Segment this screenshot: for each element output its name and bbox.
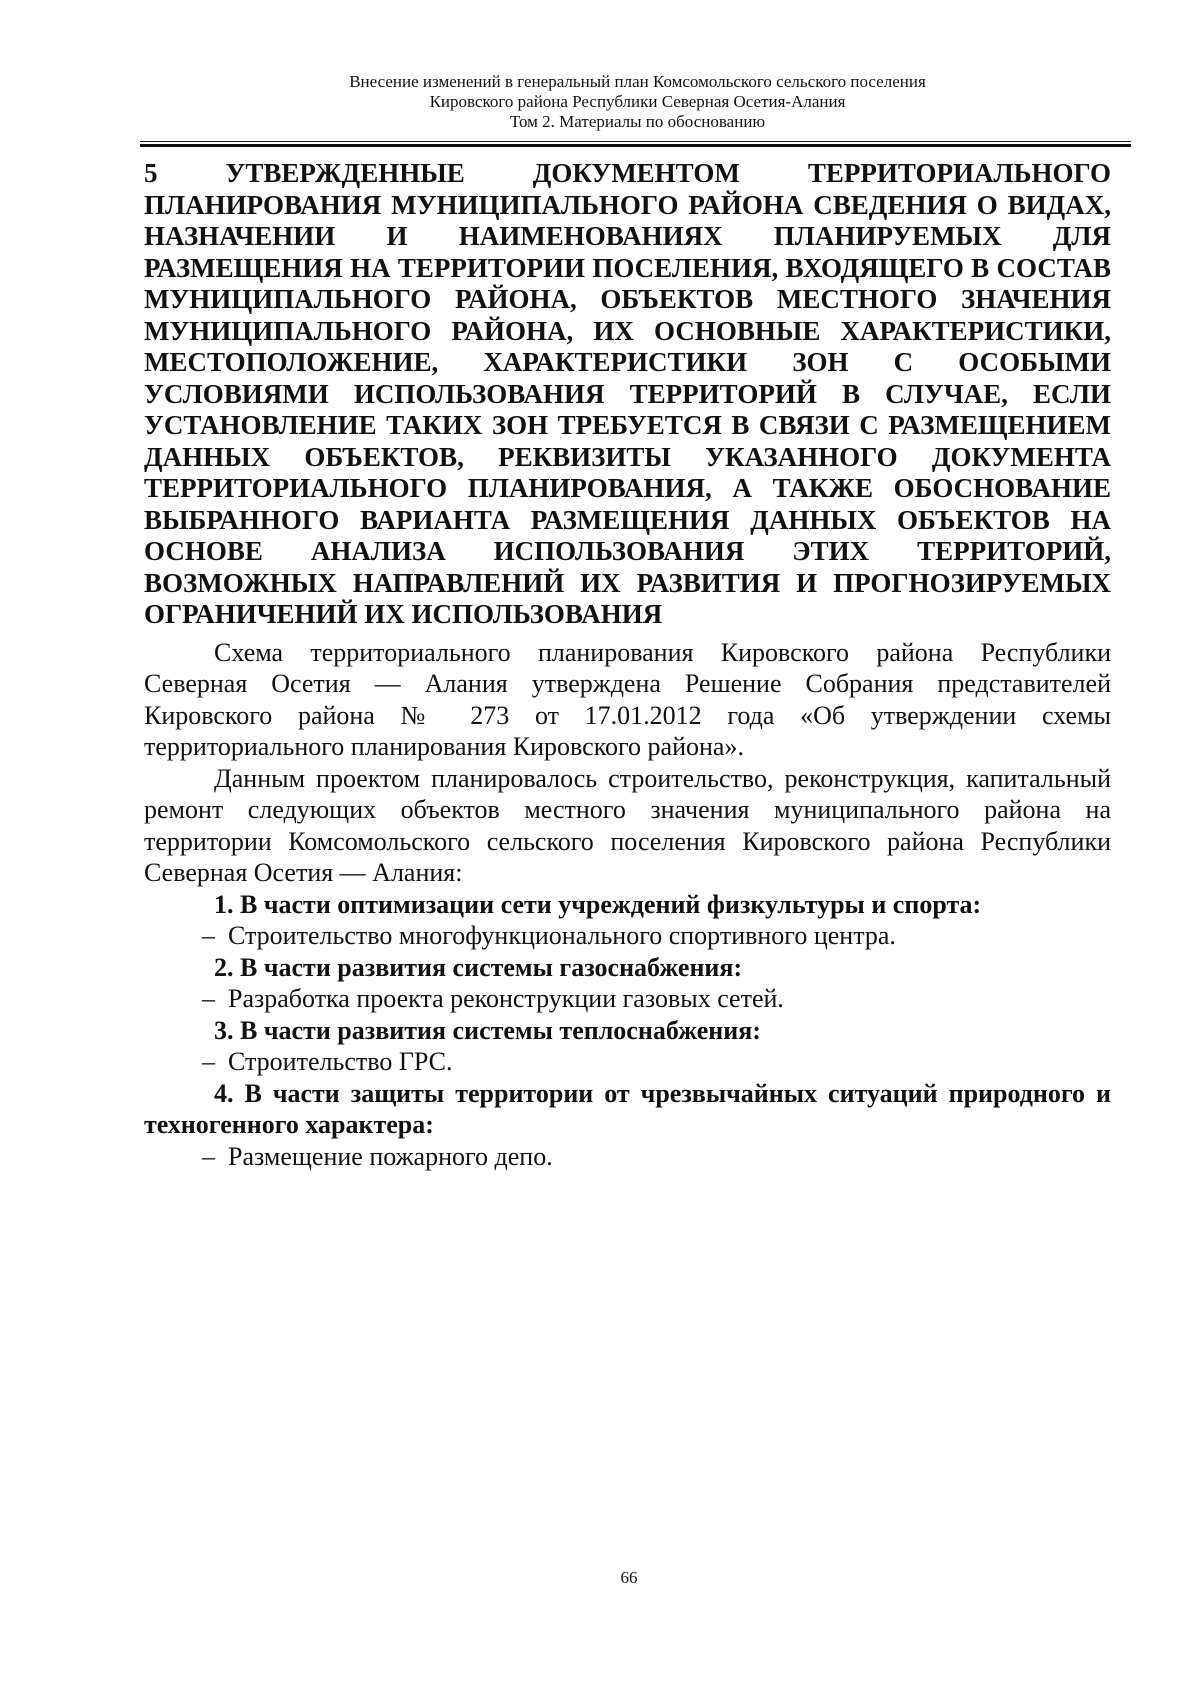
section-heading: 5 УТВЕРЖДЕННЫЕ ДОКУМЕНТОМ ТЕРРИТОРИАЛЬНОГО ПЛАНИРОВАНИЯ МУНИЦИПАЛЬНОГО РАЙОНА СВЕДЕНИЯ О ВИДАХ, НАЗНАЧЕНИИ И НАИМЕНОВАНИЯХ ПЛАНИРУЕМЫХ ДЛЯ РАЗМЕЩЕНИЯ НА ТЕРРИТОРИИ ПОСЕЛЕНИЯ, ВХОДЯЩЕГО В СОСТАВ МУНИЦИПАЛЬНОГО РАЙОНА, ОБЪЕКТОВ МЕСТНОГО ЗНАЧЕНИЯ МУНИЦИПАЛЬНОГО РАЙОНА, ИХ ОСНОВНЫЕ ХАРАКТЕРИСТИКИ, МЕСТОПОЛОЖЕНИЕ, ХАРАКТЕРИСТИКИ ЗОН С ОСОБЫМИ УСЛОВИЯМИ ИСПОЛЬЗОВАНИЯ ТЕРРИТОРИЙ В СЛУЧАЕ, ЕСЛИ УСТАНОВЛЕНИЕ ТАКИХ ЗОН ТРЕБУЕТСЯ В СВЯЗИ С РАЗМЕЩЕНИЕМ ДАННЫХ ОБЪЕКТОВ, РЕКВИЗИТЫ УКАЗАННОГО ДОКУМЕНТА ТЕРРИТОРИАЛЬНОГО ПЛАНИРОВАНИЯ, А ТАКЖЕ ОБОСНОВАНИЕ ВЫБРАННОГО ВАРИАНТА РАЗМЕЩЕНИЯ ДАННЫХ ОБЪЕКТОВ НА ОСНОВЕ АНАЛИЗА ИСПОЛЬЗОВАНИЯ ЭТИХ ТЕРРИТОРИЙ, ВОЗМОЖНЫХ НАПРАВЛЕНИЙ ИХ РАЗВИТИЯ И ПРОГНОЗИРУЕМЫХ ОГРАНИЧЕНИЙ ИХ ИСПОЛЬЗОВАНИЯ: [144, 158, 1111, 629]
bullet-dash: –: [202, 1047, 215, 1076]
list-item-text: Размещение пожарного депо.: [228, 1141, 553, 1171]
group-title-1: 1. В части оптимизации сети учреждений физкультуры и спорта:: [214, 889, 982, 919]
header-line-1: Внесение изменений в генеральный план Комсомольского сельского поселения: [349, 72, 926, 91]
list-item-text: Строительство многофункционального спортивного центра.: [228, 921, 896, 950]
bullet-dash: –: [202, 984, 215, 1013]
list-item-text: Разработка проекта реконструкции газовых сетей.: [228, 984, 784, 1013]
bullet-dash: –: [202, 1141, 215, 1171]
group-title-4: 4. В части защиты территории от чрезвычайных ситуаций природного и техногенного характера:: [144, 1078, 1111, 1139]
header-line-3: Том 2. Материалы по обоснованию: [509, 112, 766, 131]
running-header: [144, 72, 1131, 132]
page-body: [144, 158, 1111, 1172]
list-item-text: Строительство ГРС.: [228, 1047, 453, 1076]
list-item: [144, 1141, 1111, 1173]
list-item: [144, 920, 1111, 952]
list-item: [144, 1046, 1111, 1078]
group-title-3: 3. В части развития системы теплоснабжения:: [214, 1015, 761, 1045]
header-double-rule: [140, 141, 1131, 147]
paragraph-2: Данным проектом планировалось строительство, реконструкция, капитальный ремонт следующих объектов местного значения муниципального района на территории Комсомольского сельского поселения Кировского района Республики Северная Осетия — Алания:: [144, 763, 1111, 887]
group-title-2: 2. В части развития системы газоснабжения:: [214, 952, 743, 982]
page-number: 66: [620, 1568, 638, 1587]
paragraph-1: Схема территориального планирования Кировского района Республики Северная Осетия — Алания утверждена Решение Собрания представителей Кировского района № 273 от 17.01.2012 года «Об утверждении схемы территориального планирования Кировского района».: [144, 637, 1111, 761]
header-line-2: Кировского района Республики Северная Осетия-Алания: [429, 92, 846, 111]
bullet-dash: –: [202, 921, 215, 950]
list-item: [144, 983, 1111, 1015]
